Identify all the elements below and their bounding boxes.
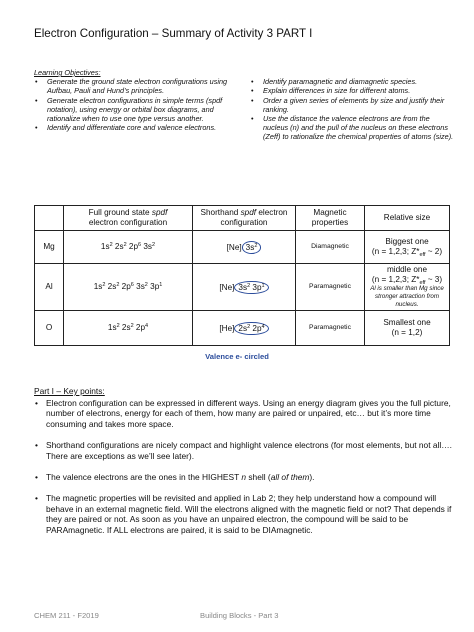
orbital: 2s <box>112 242 124 251</box>
orbital: 3p <box>250 282 262 292</box>
electron-count: 1 <box>261 282 265 289</box>
key-point: • The valence electrons are the ones in the HIGHEST n shell (all of them). <box>46 472 452 483</box>
header-magnetic-properties: Magnetic properties <box>296 206 365 231</box>
header-full-configuration: Full ground state spdf electron configuration <box>64 206 193 231</box>
relative-size <box>365 231 450 264</box>
table-row <box>35 311 450 346</box>
objective-item: • Explain differences in size for different atoms. <box>260 86 454 95</box>
element-symbol: Al <box>35 264 64 311</box>
size-label: Biggest one <box>385 237 429 246</box>
header-shorthand-configuration: Shorthand spdf electron configuration <box>193 206 296 231</box>
electron-count: 6 <box>130 282 134 288</box>
size-label: Smallest one <box>383 318 431 327</box>
orbital: 2s <box>238 323 248 333</box>
orbital: 2p <box>133 323 146 332</box>
electron-count: 2 <box>102 282 106 288</box>
element-symbol: Mg <box>35 231 64 264</box>
electron-count: 2 <box>247 282 251 289</box>
orbital: 2p <box>126 242 139 251</box>
electron-count: 2 <box>109 242 113 248</box>
relative-size <box>365 264 450 311</box>
objective-item: • Order a given series of elements by size and justify their ranking. <box>260 96 454 114</box>
key-point: • Electron configuration can be expressed in different ways. Using an energy diagram gives you the full picture, number of electrons, energy for each of them, how many are paired or unpaired, etc… but it’s more time consuming and takes more space. <box>46 398 452 430</box>
electron-count: 2 <box>123 242 127 248</box>
electron-count: 1 <box>159 282 163 288</box>
full-configuration <box>64 264 193 311</box>
header-element <box>35 206 64 231</box>
objective-item: • Identify and differentiate core and valence electrons. <box>44 123 238 132</box>
objective-item: • Generate electron configurations in simple terms (spdf notation), using energy or orbital box diagrams, and rationalize when to use one type versus another. <box>44 96 238 124</box>
footer-course: CHEM 211 - F2019 <box>34 611 99 620</box>
header-relative-size: Relative size <box>365 206 450 231</box>
learning-objectives <box>34 68 454 142</box>
orbital: 3s <box>238 282 248 292</box>
page-title: Electron Configuration – Summary of Activity 3 PART I <box>34 27 313 40</box>
valence-caption: Valence e- circled <box>205 352 269 361</box>
size-detail: (n = 1,2,3; $Z*_{eff}$ ~ 2) <box>371 247 443 258</box>
electron-count: 2 <box>152 242 156 248</box>
footer-title: Building Blocks - Part 3 <box>200 611 279 620</box>
table-header-row <box>35 206 450 231</box>
orbital: 1s <box>93 282 103 291</box>
key-points <box>34 386 452 546</box>
valence-circle <box>234 322 268 335</box>
orbital: 2p <box>250 323 262 333</box>
objective-item: • Generate the ground state electron configurations using Aufbau, Pauli and Hund’s principles. <box>44 77 238 95</box>
electron-count: 4 <box>261 323 265 330</box>
orbital: 1s <box>107 323 117 332</box>
core-notation: [Ne] <box>226 242 242 252</box>
key-points-heading: Part I – Key points: <box>34 386 105 396</box>
electron-count: 2 <box>116 282 120 288</box>
objective-item: • Use the distance the valence electrons are from the nucleus (n) and the pull of the nucleus on these electrons (Zeff) to rationalize the chemical properties of atoms (size). <box>260 114 454 142</box>
full-configuration <box>64 231 193 264</box>
orbital: 2s <box>119 323 131 332</box>
orbital: 3s <box>133 282 145 291</box>
shorthand-configuration <box>193 231 296 264</box>
objectives-left-column <box>34 77 238 141</box>
size-detail: (n = 1,2) <box>391 328 423 337</box>
magnetic-property: Diamagnetic <box>296 231 365 264</box>
size-label: middle one <box>386 265 428 274</box>
size-detail: (n = 1,2,3; $Z*_{eff}$ ~ 3) <box>371 275 443 286</box>
electron-count: 2 <box>144 282 148 288</box>
electron-count: 2 <box>130 323 134 329</box>
electron-count: 6 <box>138 242 142 248</box>
valence-circle <box>242 241 262 254</box>
size-note: Al is smaller than Mg since stronger attraction from nucleus. <box>370 285 444 308</box>
table-row <box>35 231 450 264</box>
orbital: 1s <box>100 242 110 251</box>
shorthand-configuration <box>193 311 296 346</box>
table-row <box>35 264 450 311</box>
orbital: 2s <box>105 282 117 291</box>
key-point: • Shorthand configurations are nicely compact and highlight valence electrons (for most elements, but not all…. There are exceptions as we’ll see later). <box>46 440 452 461</box>
element-symbol: O <box>35 311 64 346</box>
core-notation: [He] <box>219 323 235 333</box>
magnetic-property: Paramagnetic <box>296 264 365 311</box>
objective-item: • Identify paramagnetic and diamagnetic species. <box>260 77 454 86</box>
electron-count: 2 <box>254 242 258 249</box>
orbital: 3s <box>141 242 153 251</box>
core-notation: [Ne] <box>219 282 235 292</box>
full-configuration <box>64 311 193 346</box>
configuration-table <box>34 205 450 346</box>
orbital: 3p <box>147 282 160 291</box>
electron-count: 4 <box>145 323 149 329</box>
key-point: • The magnetic properties will be revisited and applied in Lab 2; they help understand how a compound will behave in an external magnetic field. Will the electrons aligned with the magnetic field or not? That depends if they are paired or not. As soon as you have an unpaired electron, the compound will be said to be PARAmagnetic. If ALL electrons are paired, it is said to be DIAmagnetic. <box>46 493 452 535</box>
electron-count: 2 <box>116 323 120 329</box>
shorthand-configuration <box>193 264 296 311</box>
objectives-heading: Learning Objectives: <box>34 68 101 77</box>
relative-size <box>365 311 450 346</box>
magnetic-property: Paramagnetic <box>296 311 365 346</box>
orbital: 3s <box>245 242 255 252</box>
orbital: 2p <box>119 282 131 291</box>
electron-count: 2 <box>247 323 251 330</box>
objectives-right-column <box>250 77 454 141</box>
valence-circle <box>234 281 268 294</box>
